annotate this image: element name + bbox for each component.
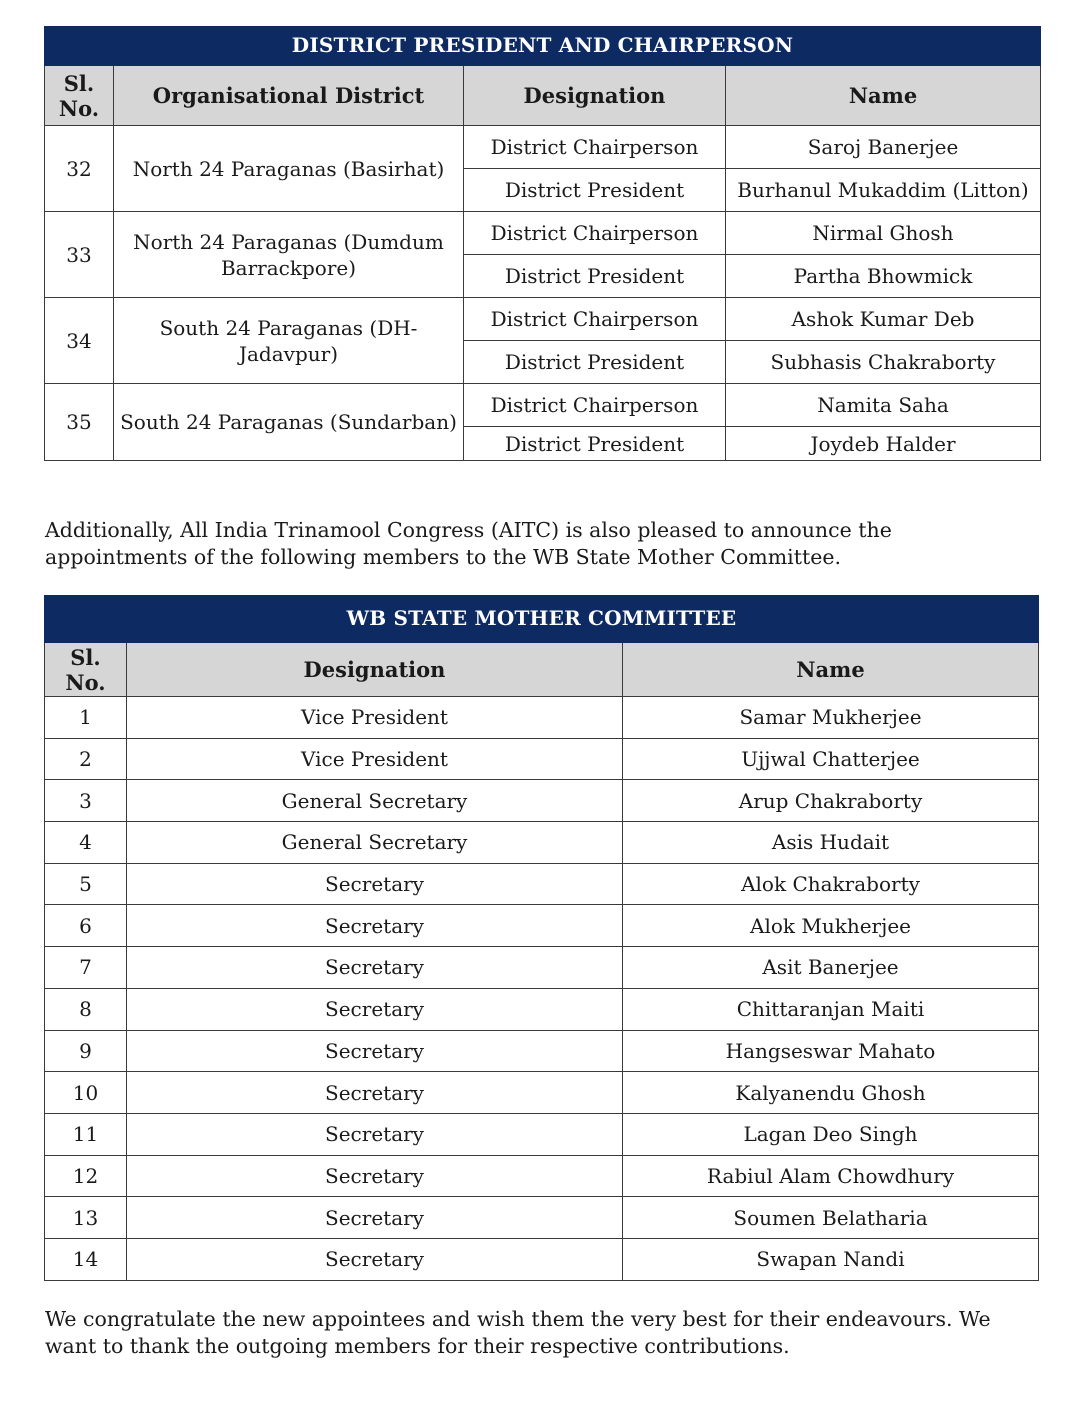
sl-no-cell: 6 [45,905,127,947]
sl-no-cell: 12 [45,1155,127,1197]
name-cell: Rabiul Alam Chowdhury [623,1155,1039,1197]
sl-no-header: Sl. No. [45,65,114,126]
name-cell: Samar Mukherjee [623,697,1039,739]
name-cell: Alok Mukherjee [623,905,1039,947]
district-cell: North 24 Paraganas (Dumdum Barrackpore) [114,212,464,298]
district-table-title: DISTRICT PRESIDENT AND CHAIRPERSON [45,27,1041,65]
sl-no-header: Sl. No. [45,642,127,697]
table-row [45,738,1039,780]
name-cell: Soumen Belatharia [623,1197,1039,1239]
name-cell: Arup Chakraborty [623,780,1039,822]
designation-cell: General Secretary [127,822,623,864]
table-row [45,1238,1039,1280]
table-row [45,298,1041,341]
district-cell: North 24 Paraganas (Basirhat) [114,126,464,212]
designation-cell: District Chairperson [464,298,726,341]
table-row [45,1072,1039,1114]
district-cell: South 24 Paraganas (DH-Jadavpur) [114,298,464,384]
table-row [45,697,1039,739]
table-row [45,988,1039,1030]
designation-cell: District President [464,255,726,298]
name-cell: Joydeb Halder [726,427,1041,461]
designation-cell: Secretary [127,1072,623,1114]
sl-no-cell: 9 [45,1030,127,1072]
sl-no-cell: 8 [45,988,127,1030]
table-row [45,1030,1039,1072]
name-cell: Subhasis Chakraborty [726,341,1041,384]
table-row [45,1113,1039,1155]
table-row [45,822,1039,864]
sl-no-cell: 7 [45,947,127,989]
sl-no-cell: 13 [45,1197,127,1239]
name-cell: Alok Chakraborty [623,863,1039,905]
name-cell: Saroj Banerjee [726,126,1041,169]
name-cell: Partha Bhowmick [726,255,1041,298]
designation-cell: Secretary [127,1113,623,1155]
sl-no-cell: 2 [45,738,127,780]
sl-no-cell: 34 [45,298,114,384]
designation-cell: Secretary [127,1197,623,1239]
name-header: Name [623,642,1039,697]
designation-cell: Secretary [127,863,623,905]
table-row [45,863,1039,905]
announcement-paragraph: Additionally, All India Trinamool Congress (AITC) is also pleased to announce the appointments of the following members to the WB State Mother Committee. [45,518,892,569]
name-cell: Ujjwal Chatterjee [623,738,1039,780]
table-row [45,384,1041,427]
name-cell: Nirmal Ghosh [726,212,1041,255]
sl-no-cell: 3 [45,780,127,822]
mother-committee-title: WB STATE MOTHER COMMITTEE [45,596,1039,642]
table-row [45,780,1039,822]
district-cell: South 24 Paraganas (Sundarban) [114,384,464,461]
name-cell: Namita Saha [726,384,1041,427]
designation-cell: District Chairperson [464,126,726,169]
name-cell: Lagan Deo Singh [623,1113,1039,1155]
designation-cell: Vice President [127,738,623,780]
name-cell: Burhanul Mukaddim (Litton) [726,169,1041,212]
name-header: Name [726,65,1041,126]
sl-no-cell: 10 [45,1072,127,1114]
table-row [45,212,1041,255]
designation-cell: Vice President [127,697,623,739]
table-row [45,1197,1039,1239]
table-row [45,1155,1039,1197]
name-cell: Swapan Nandi [623,1238,1039,1280]
sl-no-cell: 35 [45,384,114,461]
closing-paragraph: We congratulate the new appointees and wish them the very best for their endeavours. We want to thank the outgoing members for their respective contributions. [45,1307,991,1358]
designation-cell: Secretary [127,1030,623,1072]
designation-cell: District Chairperson [464,384,726,427]
designation-cell: General Secretary [127,780,623,822]
name-cell: Asit Banerjee [623,947,1039,989]
sl-no-cell: 33 [45,212,114,298]
sl-no-cell: 11 [45,1113,127,1155]
designation-cell: District President [464,427,726,461]
designation-cell: District President [464,341,726,384]
name-cell: Chittaranjan Maiti [623,988,1039,1030]
table-row [45,947,1039,989]
table-row [45,905,1039,947]
name-cell: Asis Hudait [623,822,1039,864]
designation-cell: Secretary [127,988,623,1030]
name-cell: Ashok Kumar Deb [726,298,1041,341]
designation-cell: Secretary [127,905,623,947]
sl-no-cell: 14 [45,1238,127,1280]
table-row [45,126,1041,169]
sl-no-cell: 4 [45,822,127,864]
district-table [44,26,1041,461]
name-cell: Kalyanendu Ghosh [623,1072,1039,1114]
name-cell: Hangseswar Mahato [623,1030,1039,1072]
sl-no-cell: 1 [45,697,127,739]
designation-header: Designation [464,65,726,126]
designation-cell: Secretary [127,1155,623,1197]
designation-header: Designation [127,642,623,697]
designation-cell: Secretary [127,947,623,989]
designation-cell: District Chairperson [464,212,726,255]
designation-cell: Secretary [127,1238,623,1280]
district-header: Organisational District [114,65,464,126]
mother-committee-table [44,595,1039,1281]
sl-no-cell: 32 [45,126,114,212]
designation-cell: District President [464,169,726,212]
sl-no-cell: 5 [45,863,127,905]
